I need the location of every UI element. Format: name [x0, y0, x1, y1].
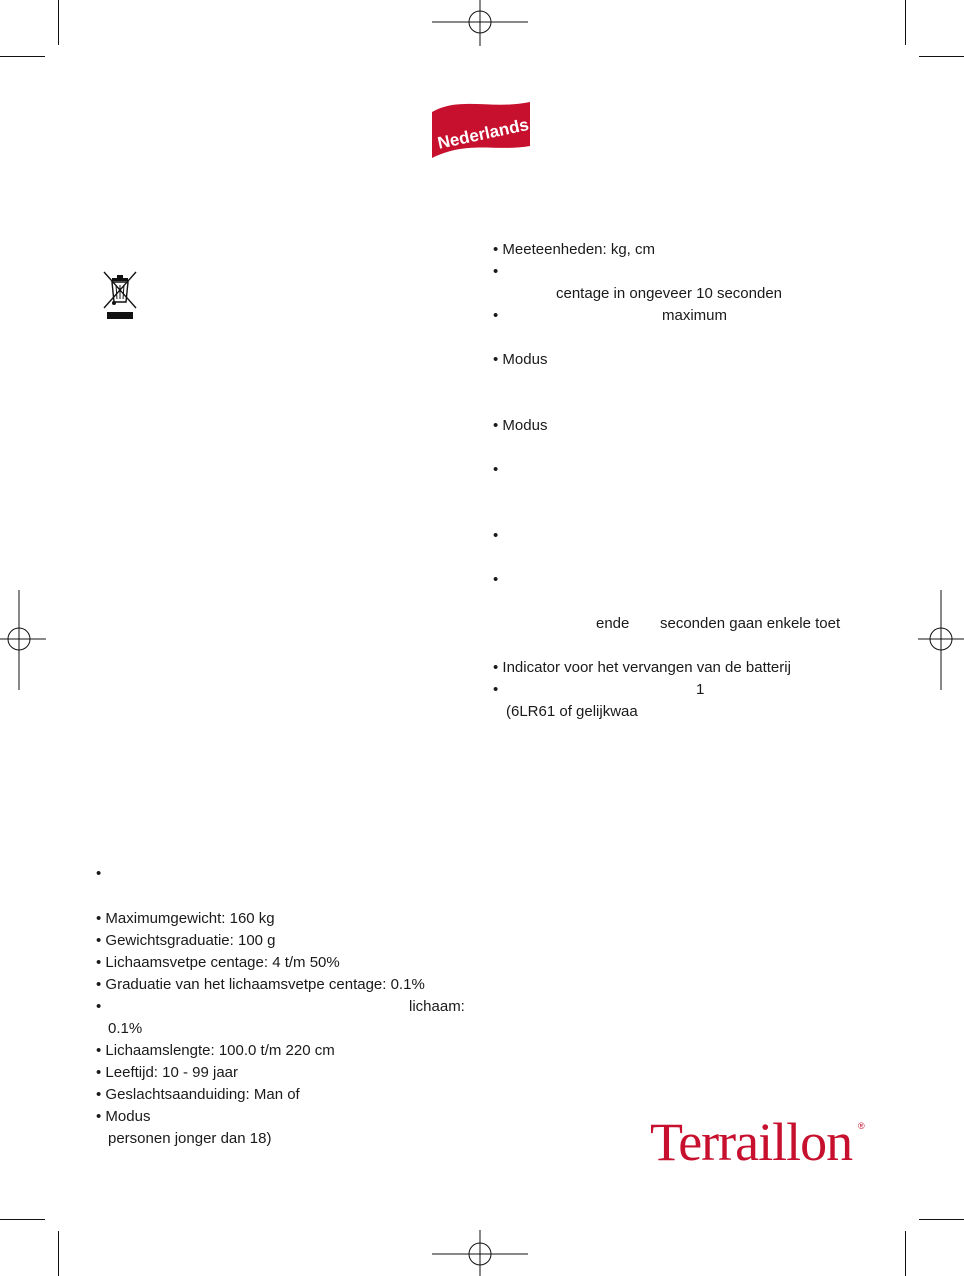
spec-line: • Meeteenheden: kg, cm	[493, 241, 656, 258]
crop-mark	[58, 1231, 59, 1276]
spec-line: ende	[596, 615, 630, 632]
spec-line: •	[96, 865, 102, 882]
spec-line: • Modus	[493, 417, 548, 434]
spec-line: lichaam:	[409, 998, 465, 1015]
spec-line: • Modus	[96, 1108, 151, 1125]
spec-line: • Gewichtsgraduatie: 100 g	[96, 932, 276, 949]
crop-mark	[919, 1219, 964, 1220]
crossed-out-wheelie-bin-icon	[100, 270, 140, 322]
registration-crosshair-icon	[918, 590, 964, 690]
crop-mark	[0, 1219, 45, 1220]
spec-line: •	[96, 998, 102, 1015]
spec-line: seconden gaan enkele toet	[660, 615, 841, 632]
spec-line: • Lichaamsvetpe centage: 4 t/m 50%	[96, 954, 340, 971]
spec-line: • Leeftijd: 10 - 99 jaar	[96, 1064, 239, 1081]
spec-line: 0.1%	[108, 1020, 143, 1037]
crop-mark	[0, 56, 45, 57]
spec-line: • Maximumgewicht: 160 kg	[96, 910, 275, 927]
spec-line: • Indicator voor het vervangen van de batterij	[493, 659, 791, 676]
spec-line: •	[493, 571, 499, 588]
spec-line: •	[493, 681, 499, 698]
spec-line: maximum	[662, 307, 728, 324]
registration-crosshair-icon	[430, 0, 530, 46]
crop-mark	[919, 56, 964, 57]
spec-line: • Modus	[493, 351, 548, 368]
spec-line: personen jonger dan 18)	[108, 1130, 272, 1147]
spec-line: • Lichaamslengte: 100.0 t/m 220 cm	[96, 1042, 335, 1059]
language-badge-text: Nederlands	[435, 115, 531, 153]
crop-mark	[905, 0, 906, 45]
spec-line: •	[493, 527, 499, 544]
registration-crosshair-icon	[430, 1230, 530, 1276]
language-flag	[430, 100, 532, 162]
crop-mark	[905, 1231, 906, 1276]
spec-line: • Geslachtsaanduiding: Man of	[96, 1086, 300, 1103]
brand-logo: Terraillon	[650, 1112, 853, 1172]
spec-line: (6LR61 of gelijkwaa	[506, 703, 638, 720]
spec-line: centage in ongeveer 10 seconden	[556, 285, 783, 302]
crop-mark	[58, 0, 59, 45]
spec-line: •	[493, 461, 499, 478]
registration-crosshair-icon	[0, 590, 46, 690]
spec-line: • Graduatie van het lichaamsvetpe centage: 0.1%	[96, 976, 425, 993]
spec-line: •	[493, 263, 499, 280]
spec-line: 1	[696, 681, 705, 698]
registered-mark: ®	[858, 1121, 865, 1131]
spec-line: •	[493, 307, 499, 324]
